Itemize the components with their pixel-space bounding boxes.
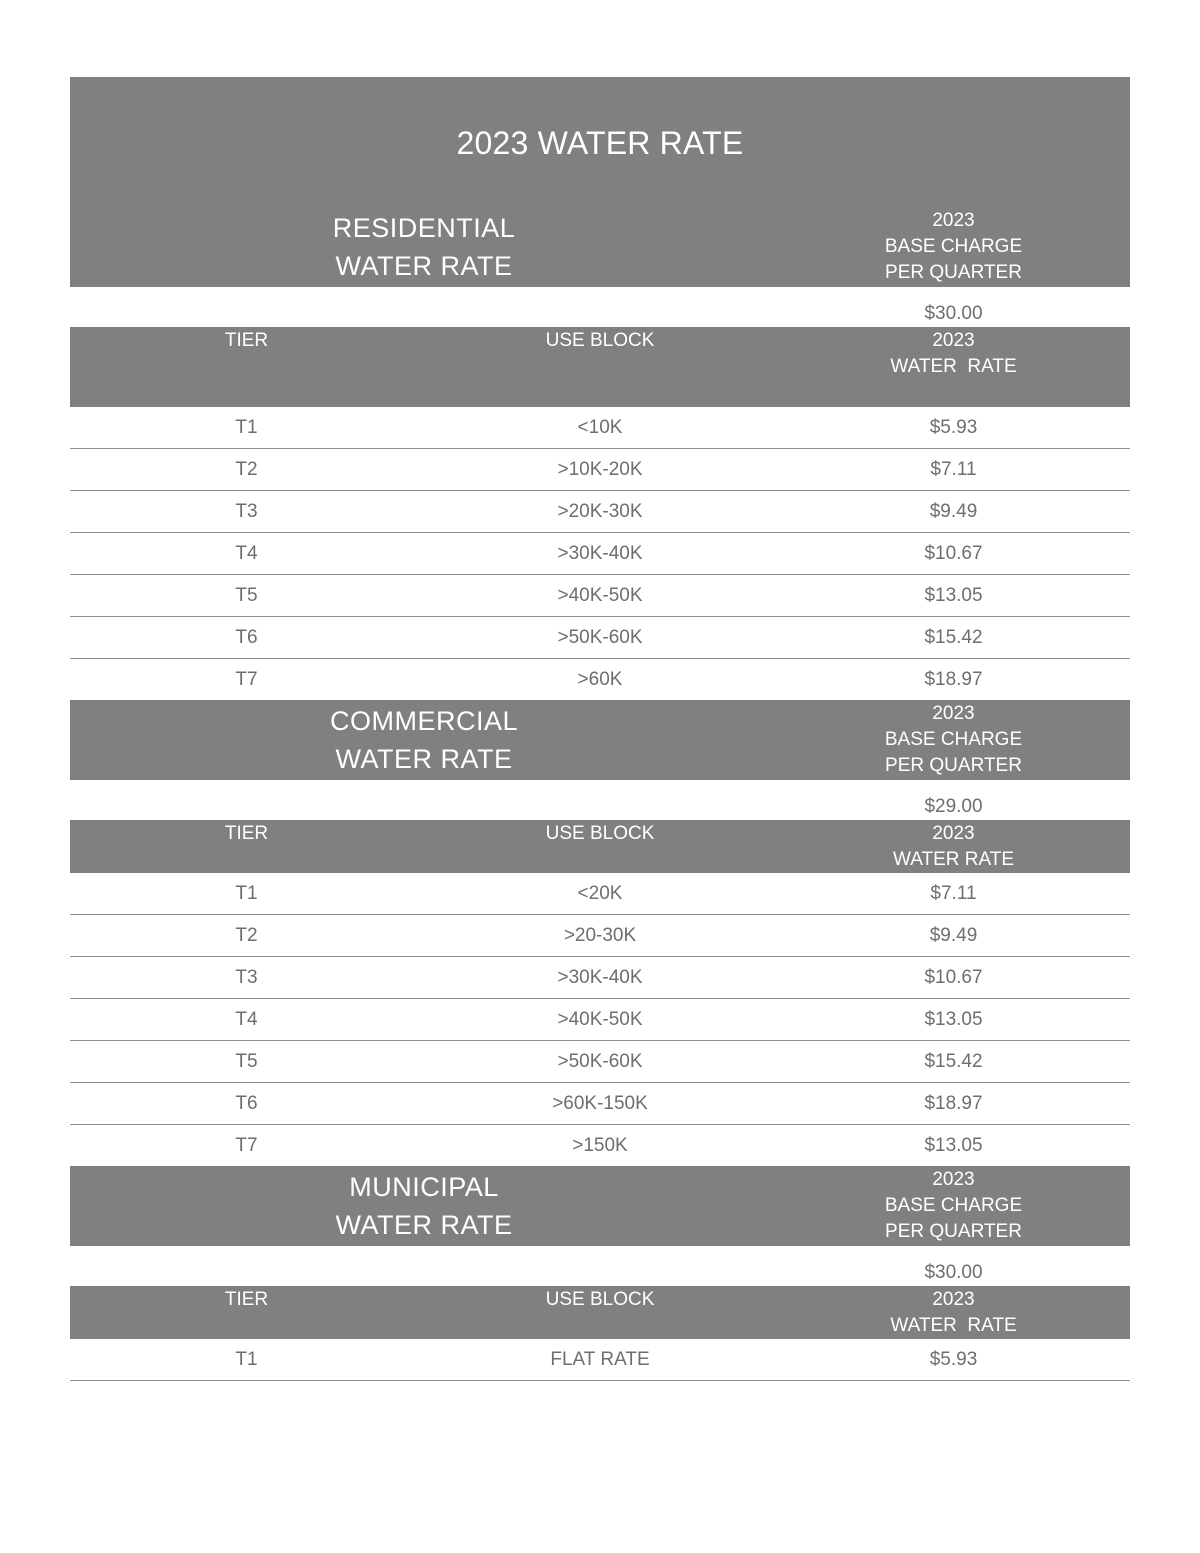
section-name-line1: RESIDENTIAL xyxy=(332,213,516,243)
rate-cell: $15.42 xyxy=(924,627,983,648)
use-block-header: USE BLOCK xyxy=(545,823,655,844)
table-row xyxy=(70,407,1130,449)
base-label-line1: 2023 xyxy=(932,1169,975,1190)
table-row xyxy=(70,533,1130,575)
tier-header: TIER xyxy=(224,330,269,351)
section-header xyxy=(70,700,1130,780)
water-rate-header-line1: 2023 xyxy=(932,330,975,351)
rate-rows xyxy=(70,1339,1130,1381)
use-block-header: USE BLOCK xyxy=(545,330,655,351)
tier-header: TIER xyxy=(224,823,269,844)
use-block-cell: >40K-50K xyxy=(557,585,643,606)
water-rate-header xyxy=(777,820,1130,873)
section-name xyxy=(247,1166,601,1246)
rate-cell: $10.67 xyxy=(924,543,983,564)
use-block-cell: FLAT RATE xyxy=(550,1349,650,1370)
base-label-line1: 2023 xyxy=(932,210,975,231)
use-block-cell: >20K-30K xyxy=(557,501,643,522)
rate-cell: $5.93 xyxy=(929,417,978,438)
table-row xyxy=(70,873,1130,915)
use-block-cell: >60K xyxy=(577,669,623,690)
water-rate-header-line2: WATER RATE xyxy=(890,1315,1017,1336)
use-block-cell: <20K xyxy=(577,883,623,904)
section-name-line2: WATER RATE xyxy=(335,251,513,281)
tier-cell: T6 xyxy=(235,627,258,648)
section-name-line1: COMMERCIAL xyxy=(329,706,518,736)
rate-cell: $13.05 xyxy=(924,1009,983,1030)
tier-cell: T2 xyxy=(235,459,258,480)
tier-cell: T7 xyxy=(235,1135,258,1156)
section-header xyxy=(70,1166,1130,1246)
base-label-line2: BASE CHARGE xyxy=(884,729,1023,750)
rate-rows xyxy=(70,873,1130,1166)
rate-cell: $7.11 xyxy=(930,459,977,480)
base-label-line3: PER QUARTER xyxy=(885,755,1022,776)
base-label-line3: PER QUARTER xyxy=(885,1221,1022,1242)
use-block-cell: >10K-20K xyxy=(557,459,643,480)
base-charge-value: $30.00 xyxy=(924,1262,983,1283)
table-row xyxy=(70,1125,1130,1166)
rate-cell: $18.97 xyxy=(924,669,983,690)
rate-cell: $9.49 xyxy=(929,925,978,946)
use-block-header: USE BLOCK xyxy=(545,1289,655,1310)
municipal-section xyxy=(70,1166,1130,1381)
base-charge-row xyxy=(70,1246,1130,1286)
tier-cell: T1 xyxy=(235,1349,258,1370)
use-block-cell: >50K-60K xyxy=(557,627,643,648)
water-rate-header-line1: 2023 xyxy=(932,823,975,844)
use-block-cell: >40K-50K xyxy=(557,1009,643,1030)
section-name xyxy=(247,700,601,780)
base-label-line2: BASE CHARGE xyxy=(884,236,1023,257)
base-charge-label xyxy=(777,1166,1130,1246)
title-bar xyxy=(70,77,1130,207)
rate-cell: $9.49 xyxy=(929,501,978,522)
tier-cell: T1 xyxy=(235,883,258,904)
tier-header: TIER xyxy=(224,1289,269,1310)
table-row xyxy=(70,575,1130,617)
use-block-cell: >20-30K xyxy=(563,925,637,946)
section-name-line1: MUNICIPAL xyxy=(349,1172,499,1202)
tier-cell: T5 xyxy=(235,1051,258,1072)
rate-cell: $7.11 xyxy=(930,883,977,904)
tier-cell: T4 xyxy=(235,543,258,564)
rate-cell: $5.93 xyxy=(929,1349,978,1370)
table-row xyxy=(70,957,1130,999)
base-charge-label xyxy=(777,207,1130,287)
base-label-line1: 2023 xyxy=(932,703,975,724)
base-charge-row xyxy=(70,780,1130,820)
use-block-cell: >30K-40K xyxy=(557,967,643,988)
rate-document xyxy=(70,77,1130,1381)
tier-cell: T3 xyxy=(235,967,258,988)
tier-cell: T6 xyxy=(235,1093,258,1114)
use-block-cell: >60K-150K xyxy=(552,1093,648,1114)
section-header xyxy=(70,207,1130,287)
column-header-row xyxy=(70,820,1130,873)
base-charge-value: $30.00 xyxy=(924,303,983,324)
base-charge-label xyxy=(777,700,1130,780)
rate-cell: $15.42 xyxy=(924,1051,983,1072)
water-rate-header xyxy=(777,1286,1130,1339)
base-label-line3: PER QUARTER xyxy=(885,262,1022,283)
base-charge-value: $29.00 xyxy=(924,796,983,817)
use-block-cell: <10K xyxy=(577,417,623,438)
table-row xyxy=(70,1339,1130,1381)
commercial-section xyxy=(70,700,1130,1166)
tier-cell: T1 xyxy=(235,417,258,438)
table-row xyxy=(70,659,1130,700)
water-rate-header xyxy=(777,327,1130,380)
tier-cell: T4 xyxy=(235,1009,258,1030)
water-rate-header-line1: 2023 xyxy=(932,1289,975,1310)
water-rate-header-line2: WATER RATE xyxy=(890,356,1017,377)
tier-cell: T3 xyxy=(235,501,258,522)
table-row xyxy=(70,617,1130,659)
table-row xyxy=(70,999,1130,1041)
section-name-line2: WATER RATE xyxy=(335,1210,513,1240)
rate-cell: $18.97 xyxy=(924,1093,983,1114)
base-label-line2: BASE CHARGE xyxy=(884,1195,1023,1216)
table-row xyxy=(70,449,1130,491)
use-block-cell: >150K xyxy=(572,1135,628,1156)
table-row xyxy=(70,1083,1130,1125)
base-charge-row xyxy=(70,287,1130,327)
column-header-row xyxy=(70,1286,1130,1339)
water-rate-header-line2: WATER RATE xyxy=(892,849,1015,870)
tier-cell: T2 xyxy=(235,925,258,946)
tier-cell: T7 xyxy=(235,669,258,690)
rate-rows xyxy=(70,407,1130,700)
section-name xyxy=(247,207,601,287)
column-header-row xyxy=(70,327,1130,407)
rate-cell: $13.05 xyxy=(924,1135,983,1156)
residential-section xyxy=(70,207,1130,700)
section-name-line2: WATER RATE xyxy=(335,744,513,774)
table-row xyxy=(70,1041,1130,1083)
page-title: 2023 WATER RATE xyxy=(456,125,744,161)
use-block-cell: >30K-40K xyxy=(557,543,643,564)
rate-cell: $13.05 xyxy=(924,585,983,606)
tier-cell: T5 xyxy=(235,585,258,606)
use-block-cell: >50K-60K xyxy=(557,1051,643,1072)
table-row xyxy=(70,915,1130,957)
table-row xyxy=(70,491,1130,533)
rate-cell: $10.67 xyxy=(924,967,983,988)
